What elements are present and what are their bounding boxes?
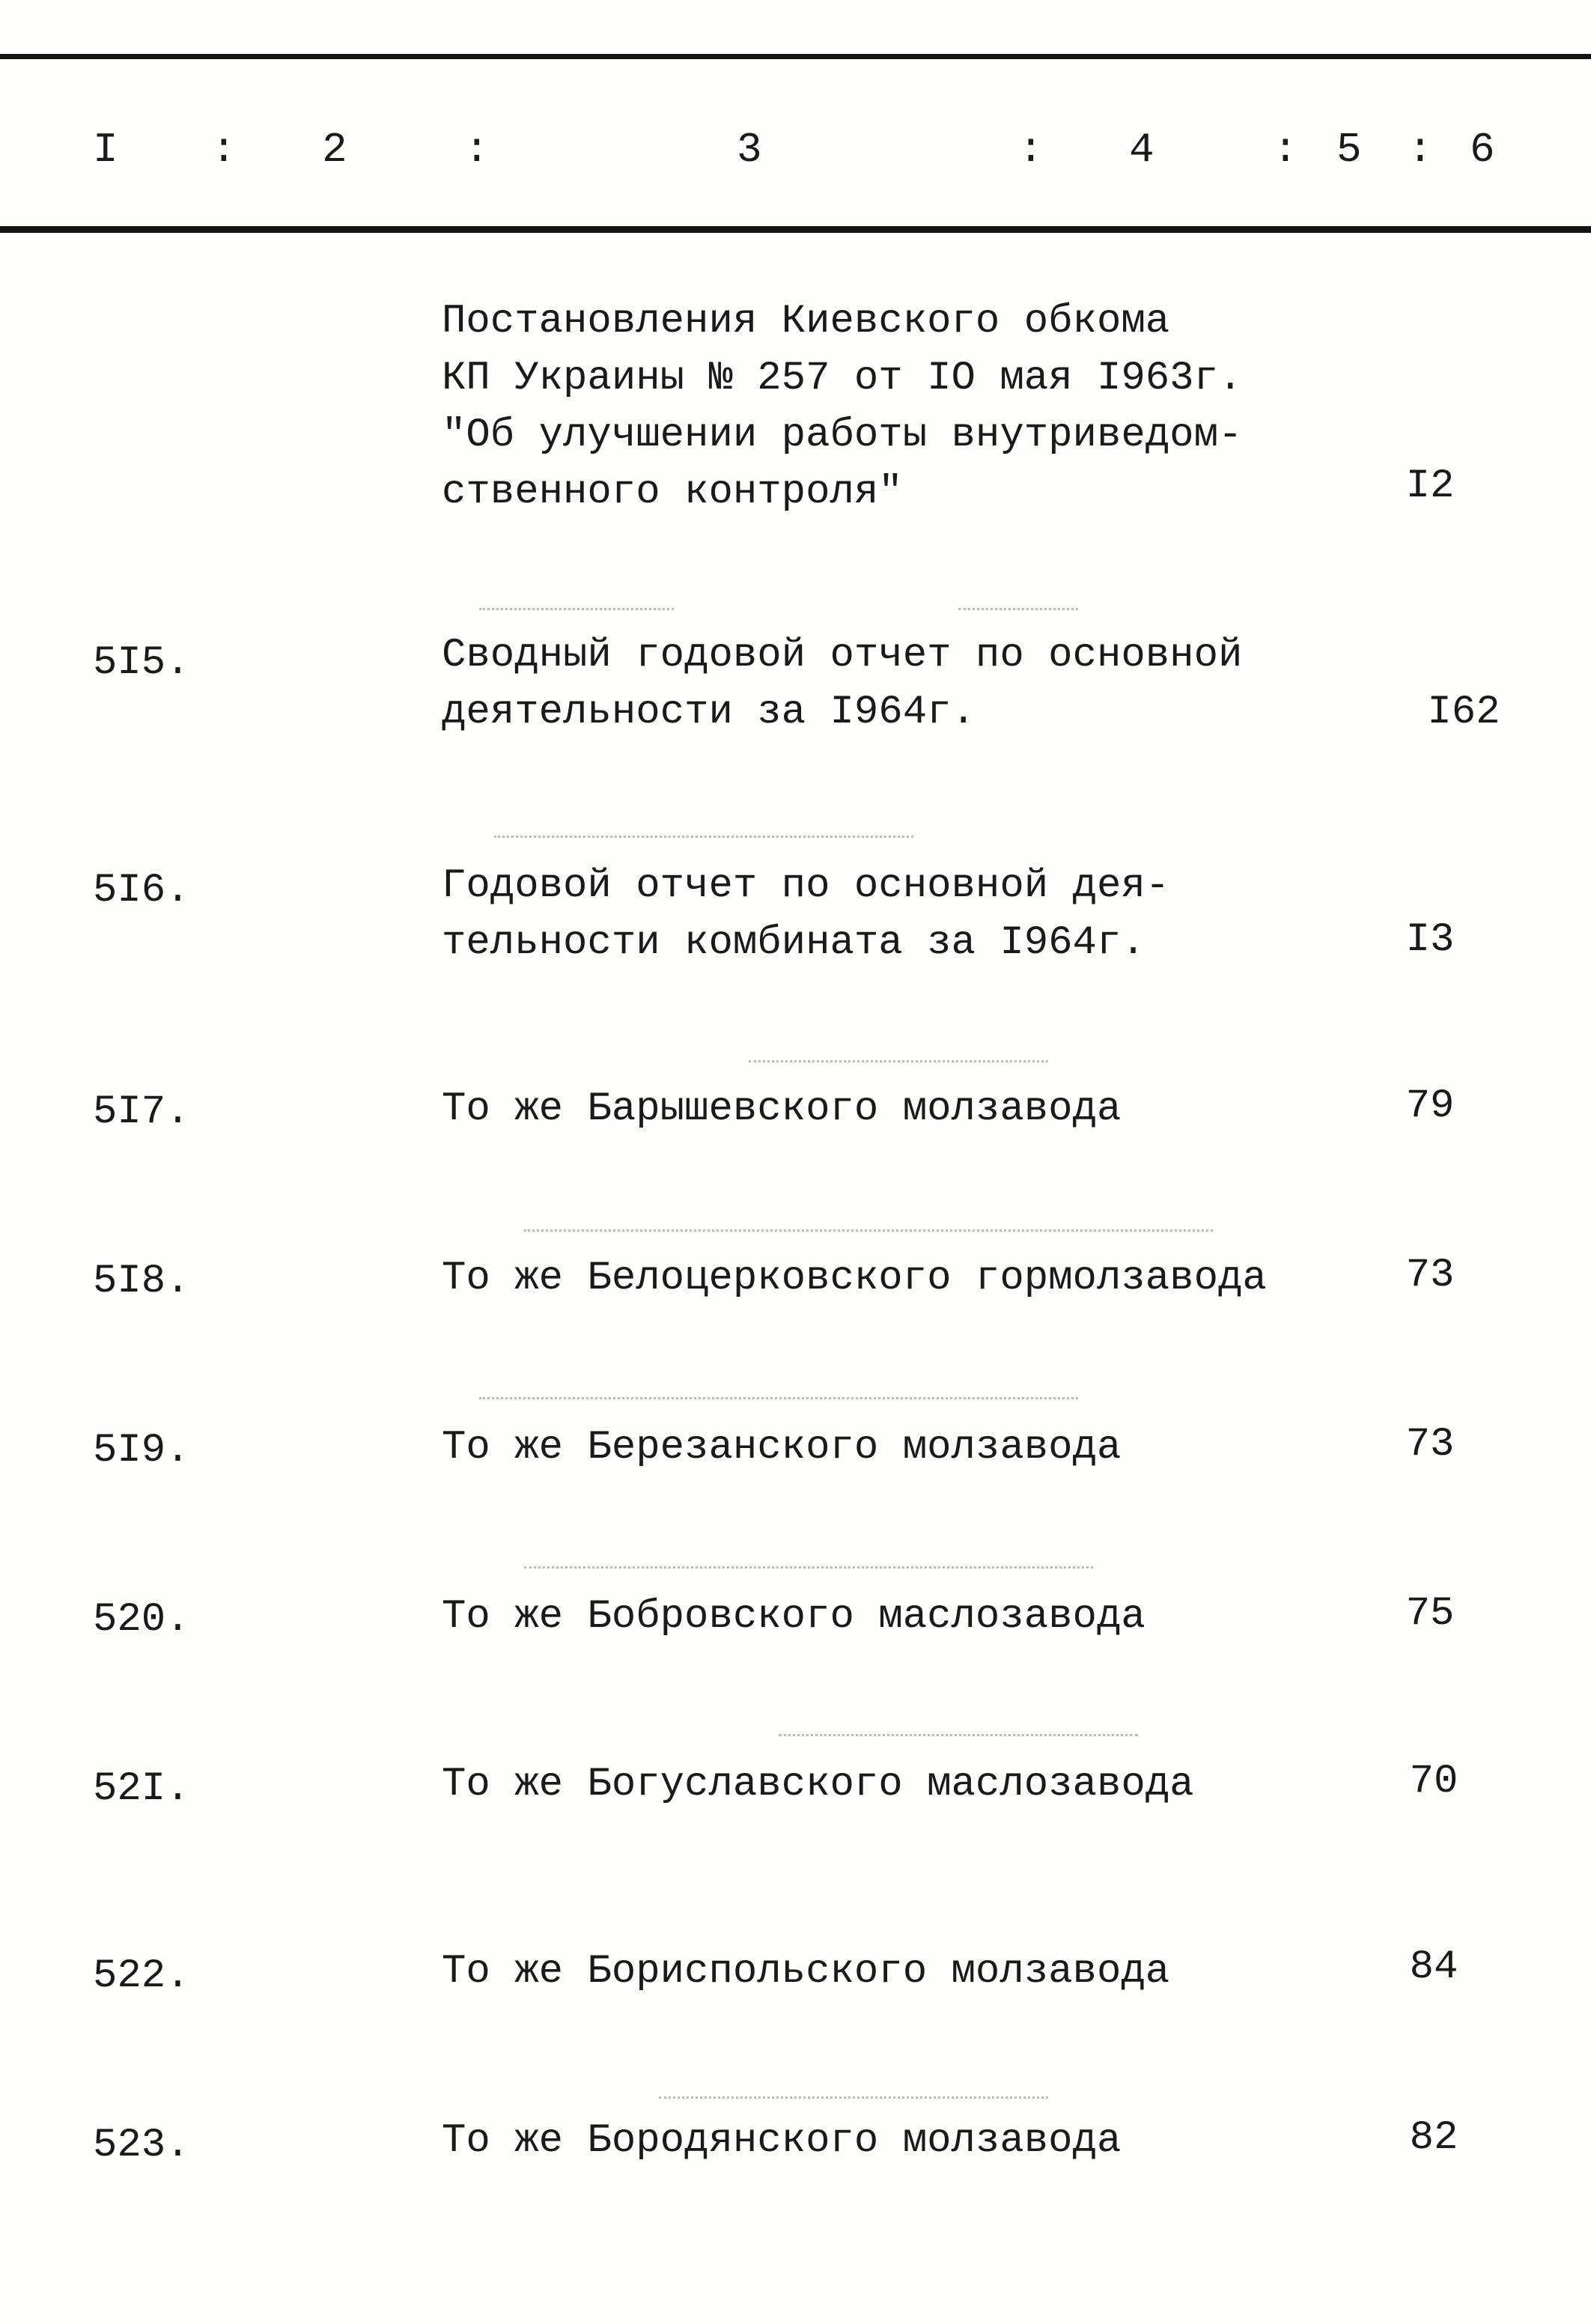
column-header-3: 3: [737, 126, 762, 174]
entry-sheet-count: I2: [1405, 463, 1455, 509]
column-header-4: 4: [1129, 126, 1155, 174]
entry-title: Постановления Киевского обкома КП Украины № 257 от IO мая I963г. "Об улучшении работы внутриведом- ственного контроля": [442, 299, 1243, 515]
entry-number: 5I8.: [93, 1259, 190, 1304]
entry-sheet-count: 82: [1409, 2115, 1458, 2161]
column-header-5: 5: [1336, 126, 1362, 174]
entry-number: 5I9.: [93, 1428, 190, 1473]
scan-speckle: [779, 1734, 1138, 1739]
entry-sheet-count: 79: [1405, 1083, 1455, 1129]
entry-title: То же Богуславского маслозавода: [442, 1762, 1194, 1807]
scan-speckle: [524, 1229, 1213, 1234]
column-header-2: 2: [322, 126, 347, 174]
column-separator: :: [211, 126, 237, 174]
scan-speckle: [479, 608, 674, 612]
entry-sheet-count: 73: [1405, 1422, 1455, 1467]
scan-speckle: [749, 1060, 1048, 1065]
column-separator: :: [1273, 126, 1298, 174]
entry-title: То же Бобровского маслозавода: [442, 1594, 1146, 1640]
entry-number: 5I5.: [93, 640, 190, 686]
entry-number: 5I6.: [93, 868, 190, 913]
entry-sheet-count: 70: [1409, 1759, 1458, 1804]
entry-title: То же Белоцерковского гормолзавода: [442, 1256, 1267, 1301]
entry-title: Сводный годовой отчет по основной деятельности за I964г.: [442, 633, 1243, 735]
entry-sheet-count: 73: [1405, 1253, 1455, 1298]
scan-speckle: [479, 1397, 1078, 1402]
column-header-6: 6: [1470, 126, 1495, 174]
scan-speckle: [494, 836, 913, 840]
entry-number: 5I7.: [93, 1089, 190, 1135]
header-bottom-rule: [0, 226, 1591, 233]
scan-speckle: [958, 608, 1078, 612]
entry-number: 520.: [93, 1597, 190, 1643]
entry-sheet-count: I3: [1405, 917, 1455, 963]
entry-title: Годовой отчет по основной дея- тельности комбината за I964г.: [442, 863, 1170, 966]
entry-number: 523.: [93, 2123, 190, 2168]
scan-speckle: [659, 2096, 1048, 2101]
column-separator: :: [464, 126, 490, 174]
scan-speckle: [524, 1566, 1093, 1571]
entry-title: То же Бориспольского молзавода: [442, 1949, 1170, 1995]
column-separator: :: [1408, 126, 1433, 174]
column-header-1: I: [93, 126, 118, 174]
entry-title: То же Бородянского молзавода: [442, 2118, 1122, 2164]
header-top-rule: [0, 54, 1591, 59]
column-separator: :: [1018, 126, 1044, 174]
entry-title: То же Барышевского молзавода: [442, 1086, 1122, 1132]
entry-number: 522.: [93, 1953, 190, 1999]
entry-sheet-count: 84: [1409, 1944, 1458, 1990]
entry-number: 52I.: [93, 1766, 190, 1812]
entry-sheet-count: I62: [1427, 690, 1500, 735]
entry-title: То же Березанского молзавода: [442, 1425, 1122, 1470]
entry-sheet-count: 75: [1405, 1591, 1455, 1637]
